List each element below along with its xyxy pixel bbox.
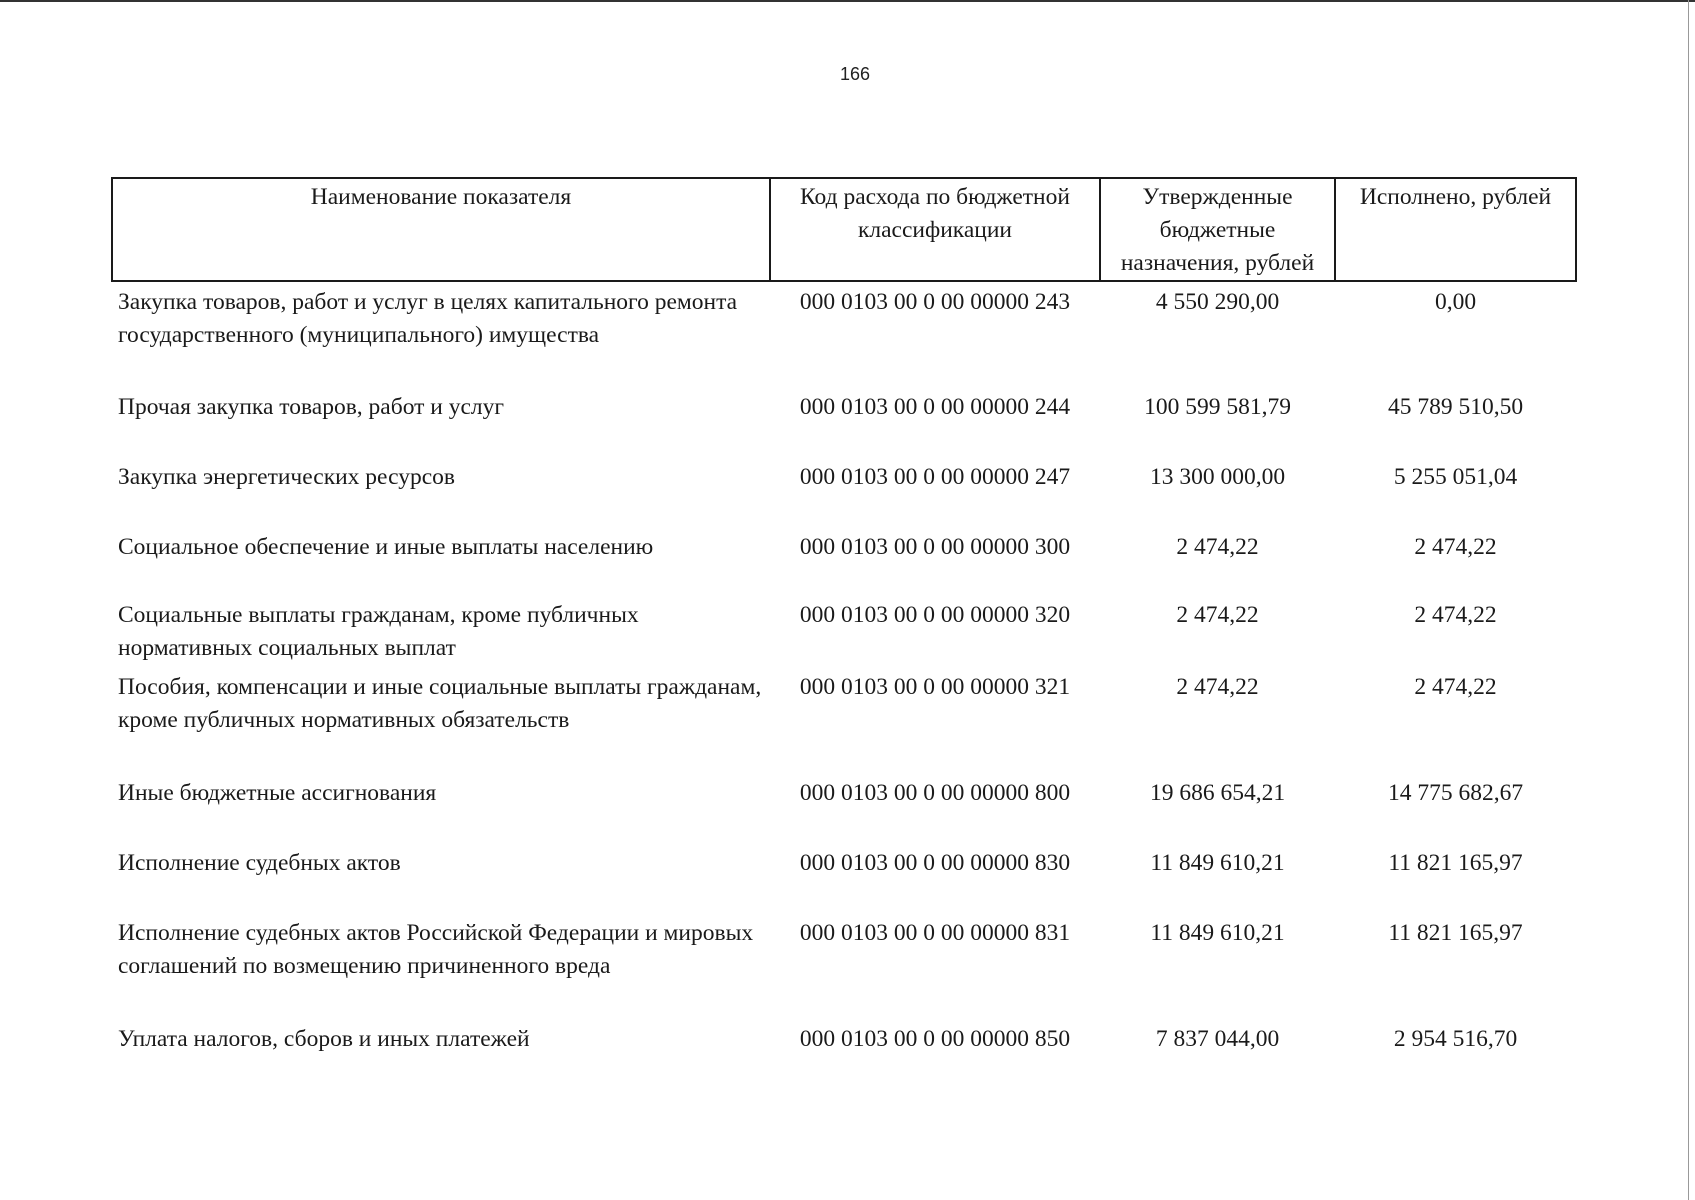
row-approved: 19 686 654,21 <box>1149 780 1286 806</box>
row-code: 000 0103 00 0 00 00000 831 <box>799 920 1071 946</box>
row-executed: 0,00 <box>1434 289 1477 315</box>
row-code: 000 0103 00 0 00 00000 321 <box>799 674 1071 700</box>
header-executed: Исполнено, рублей <box>1335 178 1576 281</box>
row-executed: 45 789 510,50 <box>1387 394 1524 420</box>
row-executed: 11 821 165,97 <box>1388 850 1523 876</box>
table-body <box>112 281 1576 1089</box>
row-approved: 2 474,22 <box>1176 534 1259 560</box>
row-code: 000 0103 00 0 00 00000 830 <box>799 850 1071 876</box>
header-row <box>112 178 1576 281</box>
row-executed: 5 255 051,04 <box>1393 464 1518 490</box>
row-executed: 2 954 516,70 <box>1393 1026 1518 1052</box>
row-code: 000 0103 00 0 00 00000 850 <box>799 1026 1071 1052</box>
row-approved: 4 550 290,00 <box>1155 289 1280 315</box>
row-name: Социальные выплаты гражданам, кроме публичных нормативных социальных выплат <box>118 602 639 661</box>
top-border-line <box>0 0 1695 2</box>
row-code: 000 0103 00 0 00 00000 800 <box>799 780 1071 806</box>
table-row <box>112 281 1576 387</box>
header-code: Код расхода по бюджетной классификации <box>770 178 1100 281</box>
row-name: Закупка товаров, работ и услуг в целях капитального ремонта государственного (муниципального) имущества <box>118 289 738 348</box>
row-name: Уплата налогов, сборов и иных платежей <box>118 1026 530 1052</box>
budget-execution-table <box>111 177 1577 1089</box>
table-row <box>112 667 1576 773</box>
row-approved: 2 474,22 <box>1176 602 1259 628</box>
row-code: 000 0103 00 0 00 00000 300 <box>799 534 1071 560</box>
table-row <box>112 843 1576 913</box>
row-executed: 11 821 165,97 <box>1388 920 1523 946</box>
table-row <box>112 387 1576 457</box>
table-header <box>112 178 1576 281</box>
row-name: Исполнение судебных актов <box>118 850 401 876</box>
header-name: Наименование показателя <box>112 178 770 281</box>
header-approved: Утвержденные бюджетные назначения, рублей <box>1100 178 1335 281</box>
table-row <box>112 913 1576 1019</box>
row-executed: 2 474,22 <box>1414 602 1497 628</box>
row-approved: 7 837 044,00 <box>1155 1026 1280 1052</box>
row-approved: 11 849 610,21 <box>1150 920 1285 946</box>
row-name: Закупка энергетических ресурсов <box>118 464 455 490</box>
row-executed: 2 474,22 <box>1414 534 1497 560</box>
table-row <box>112 457 1576 527</box>
row-code: 000 0103 00 0 00 00000 247 <box>799 464 1071 490</box>
row-name: Иные бюджетные ассигнования <box>118 780 437 806</box>
row-name: Прочая закупка товаров, работ и услуг <box>118 394 505 420</box>
table-row <box>112 1019 1576 1089</box>
row-approved: 2 474,22 <box>1176 674 1259 700</box>
row-executed: 2 474,22 <box>1414 674 1497 700</box>
row-code: 000 0103 00 0 00 00000 320 <box>799 602 1071 628</box>
row-code: 000 0103 00 0 00 00000 244 <box>799 394 1071 420</box>
right-border-line <box>1688 0 1689 1200</box>
row-name: Социальное обеспечение и иные выплаты населению <box>118 534 654 560</box>
row-name: Исполнение судебных актов Российской Федерации и мировых соглашений по возмещению причиненного вреда <box>118 920 754 979</box>
table-row <box>112 773 1576 843</box>
row-name: Пособия, компенсации и иные социальные выплаты гражданам, кроме публичных нормативных обязательств <box>118 674 762 733</box>
page-number: 166 <box>839 64 871 84</box>
row-approved: 13 300 000,00 <box>1149 464 1286 490</box>
row-approved: 100 599 581,79 <box>1144 394 1291 420</box>
row-code: 000 0103 00 0 00 00000 243 <box>799 289 1071 315</box>
row-approved: 11 849 610,21 <box>1150 850 1285 876</box>
row-executed: 14 775 682,67 <box>1387 780 1524 806</box>
table-row <box>112 527 1576 595</box>
table-row <box>112 595 1576 667</box>
